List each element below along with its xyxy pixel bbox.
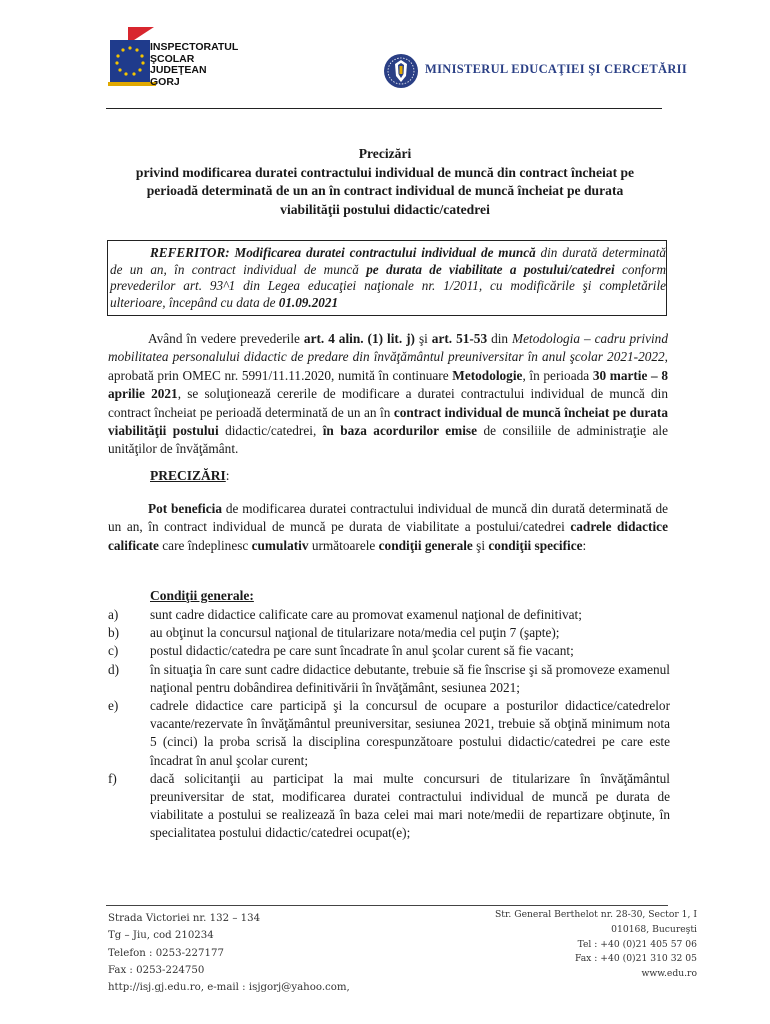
list-marker: d)	[108, 661, 120, 677]
footer-ministry-link[interactable]: www.edu.ro	[641, 968, 697, 980]
document-title: Precizări privind modificarea duratei contractului individual de muncă din contract încheiat pe perioadă determinată de un an în contract individual de muncă încheiat pe durata viabilităţii postului didactic/catedrei	[135, 146, 635, 217]
footer-isj-link[interactable]: http://isj.gj.edu.ro, e-mail : isjgorj@yahoo.com,	[108, 982, 350, 994]
beneficiaza-paragraph: Pot beneficia de modificarea duratei contractului individual de muncă din durată determinată de un an, în contract individual de muncă pe durata de viabilitate a postului/catedrei cadrele didactice calificate care îndeplinesc cumulativ următoarele condiţii generale şi condiţii specifice:	[108, 501, 669, 553]
precizari-heading: PRECIZĂRI:	[150, 468, 230, 483]
list-marker: c)	[108, 643, 119, 659]
list-item-text: în situaţia în care sunt cadre didactice debutante, trebuie să fie înscrise şi să promoveze examenul naţional pentru dobândirea definitivării în învăţământ, sesiunea 2021;	[150, 661, 670, 695]
list-item-text: dacă solicitanţii au participat la mai multe concursuri de titularizare în învăţământul preuniversitar de stat, modificarea duratei contractului individual de muncă pe durata de viabilitate a postului se realizează în baza celei mai mari note/medii de repartizare obţinute, în specialitatea postului didactic/catedrei ocupat(e);	[150, 770, 670, 841]
header-divider	[106, 108, 662, 109]
referitor-text: REFERITOR: Modificarea duratei contractului individual de muncă din durată determinată de un an, în contract individual de muncă pe durata de viabilitate a postului/catedrei conform prevederilor art. 93^1 din Legea educaţiei naţionale nr. 1/2011, cu modificările şi completările ulterioare, începând cu data de 01.09.2021	[110, 245, 666, 310]
footer-isj-contact: Strada Victoriei nr. 132 – 134 Tg – Jiu, cod 210234 Telefon : 0253-227177 Fax : 0253-224750 http://isj.gj.edu.ro, e-mail : isjgorj@yahoo.com,	[108, 910, 350, 996]
list-item	[108, 642, 670, 660]
footer-ministry-contact: Str. General Berthelot nr. 28-30, Sector 1, I 010168, Bucureşti Tel : +40 (0)21 405 57 06 Fax : +40 (0)21 310 32 05 www.edu.ro	[470, 908, 697, 982]
list-marker: a)	[108, 607, 119, 622]
list-item	[108, 606, 670, 624]
list-item-text: postul didactic/catedra pe care sunt încadrate în anul şcolar curent să fie vacant;	[150, 643, 574, 659]
romanian-coat-of-arms-icon	[383, 52, 419, 90]
conditii-list	[108, 606, 670, 843]
list-item-text: au obţinut la concursul naţional de titularizare nota/media cel puţin 7 (şapte);	[150, 625, 560, 641]
list-item	[108, 624, 670, 642]
list-item	[108, 661, 670, 697]
list-item	[108, 770, 670, 843]
list-marker: b)	[108, 625, 120, 641]
list-marker: f)	[108, 770, 117, 786]
ministry-name: MINISTERUL EDUCAŢIEI ŞI CERCETĂRII	[425, 62, 688, 76]
list-item	[108, 697, 670, 770]
list-marker: e)	[108, 698, 119, 714]
isj-name: INSPECTORATUL ŞCOLAR JUDEŢEAN GORJ	[150, 41, 239, 88]
intro-paragraph: Având în vedere prevederile art. 4 alin. (1) lit. j) şi art. 51-53 din Metodologia – cadru privind mobilitatea personalului didactic de predare din învăţământul preuniversitar în anul şcolar 2021-2022, aprobată prin OMEC nr. 5991/11.11.2020, numită în continuare Metodologie, în perioada 30 martie – 8 aprilie 2021, se soluţionează cererile de modificare a duratei contractului individual de muncă din contract încheiat pe perioadă determinată de un an în contract individual de muncă încheiat pe durata viabilităţii postului didactic/catedrei, în baza acordurilor emise de consiliile de administraţie ale unităţilor de învăţământ.	[108, 331, 669, 457]
footer-divider	[106, 905, 668, 906]
list-item-text: cadrele didactice care participă şi la concursul de ocupare a posturilor didactice/catedrelor vacante/rezervate în învăţământul preuniversitar, sesiunea 2021, trebuie să obţină minimum nota 5 (cinci) la proba scrisă la disciplina corespunzătoare postului didactic/catedrei pe care este încadrat în anul şcolar curent;	[150, 698, 670, 768]
conditii-generale-heading: Condiţii generale:	[150, 588, 254, 603]
list-item-text: sunt cadre didactice calificate care au promovat examenul naţional de definitivat;	[150, 607, 582, 622]
